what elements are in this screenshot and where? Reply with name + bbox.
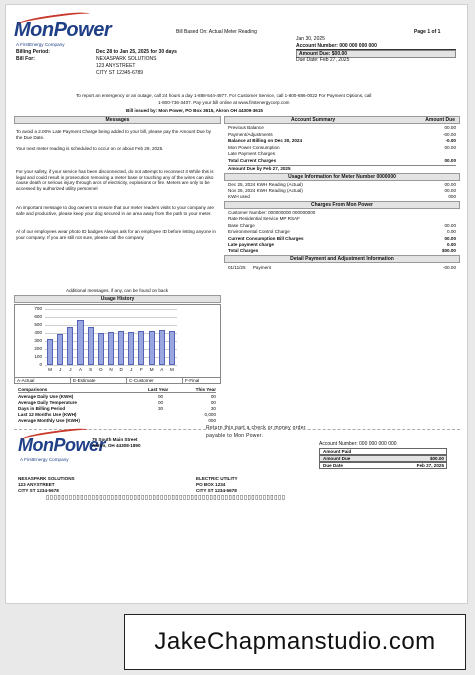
comparison-label: Days in Billing Period [18, 406, 66, 411]
amount-due-col: Amount Due [425, 117, 455, 123]
usage-legend [14, 377, 221, 384]
legend-item: A-Actual [17, 378, 71, 384]
charge-row [228, 229, 456, 234]
charge-row [228, 248, 456, 253]
x-tick-label: O [99, 367, 103, 372]
usage-row-value: 00.00 [444, 182, 456, 187]
stub-to-3: CITY ST 1234-5678 [196, 488, 237, 493]
due-date-header: Due Date: Feb 27, 2025 [296, 57, 350, 63]
chart-gridline [45, 317, 177, 318]
usage-row-label: Dec 25, 2024 KWH Reading (Actual) [228, 182, 303, 187]
summary-row-value: -00.00 [442, 131, 456, 137]
summary-row-label: Late Payment Charges [228, 151, 275, 157]
return-text-1: Return this part a check or money order [206, 425, 306, 431]
comparison-label: Last 12 Months Use (KWH) [18, 412, 77, 417]
charge-row-label: Base Charge [228, 222, 255, 228]
chart-gridline [45, 365, 177, 366]
usage-history-header: Usage History [14, 295, 221, 303]
summary-row [228, 138, 456, 143]
stub-account: Account Number: 000 000 000 000 [319, 441, 397, 447]
summary-row-label: Previous Balance [228, 125, 264, 130]
x-tick-label: S [89, 367, 93, 372]
charge-row-value: 0.00 [447, 242, 456, 247]
stub-from-3: CITY ST 1234-5678 [18, 488, 59, 493]
x-tick-label: M [149, 367, 154, 372]
usage-bar [88, 327, 94, 365]
bill-for-line-3: CITY ST 12345-6789 [96, 70, 144, 76]
summary-row [228, 125, 456, 130]
usage-bar [47, 339, 53, 365]
stub-row [319, 462, 447, 469]
charge-row-label: Environmental Control Charge [228, 229, 290, 235]
summary-row [228, 132, 456, 137]
bill-date: Jan 30, 2025 [296, 36, 325, 42]
usage-row [228, 188, 456, 193]
comparison-row [18, 394, 216, 399]
charge-row-label: Rate Residential Service MP RSAF [228, 216, 300, 222]
detail-label: Payment [252, 265, 271, 270]
x-tick-label: A [160, 367, 164, 372]
stub-row-label: Amount Due [323, 456, 351, 461]
billing-period-label: Billing Period: [16, 49, 50, 55]
summary-row-value: 00.00 [444, 125, 456, 130]
amount-due-header: Amount Due: $00.00 [296, 50, 456, 58]
summary-row-label: Total Current Charges [228, 158, 277, 163]
usage-bar [77, 320, 83, 365]
stub-from-2: 123 ANYSTREET [18, 482, 55, 487]
chart-gridline [45, 309, 177, 310]
usage-bar [108, 332, 114, 365]
comparison-row [18, 412, 216, 417]
summary-row [228, 145, 456, 150]
stub-row-value: Feb 27, 2025 [416, 463, 444, 468]
page-number: Page 1 of 1 [414, 29, 441, 35]
additional-messages: Additional messages, if any, can be found on back [66, 288, 169, 293]
stub-row [319, 448, 447, 455]
usage-bar [67, 327, 73, 365]
summary-row-value: -0.00 [445, 138, 456, 144]
x-tick-label: A [78, 367, 83, 372]
usage-bar [169, 331, 175, 365]
summary-row-value: 00.00 [444, 158, 456, 163]
usage-row [228, 182, 456, 187]
stub-row-label: Due Date [323, 463, 343, 468]
account-number: Account Number: 000 000 000 000 [296, 43, 456, 50]
messages-header: Messages [14, 116, 221, 124]
x-tick-label: J [130, 367, 133, 372]
charge-row [228, 210, 456, 215]
charges-header: Charges From Mon Power [224, 201, 460, 209]
account-summary-header [224, 116, 460, 124]
y-tick-label: 200 [34, 346, 42, 351]
comparison-this: 000 [208, 418, 216, 423]
brand-tagline: A FirstEnergy Company [16, 42, 65, 47]
comparisons-col-this: This Year [195, 387, 216, 392]
x-tick-label: M [48, 367, 52, 372]
charge-row-value: 00.00 [444, 235, 456, 241]
monpower-logo: MonPower [14, 19, 111, 42]
charge-row-value: $00.00 [441, 248, 456, 254]
bill-for-line-1: NEXASPARK SOLUTIONS [96, 56, 157, 62]
comparison-label: Average Daily Use (KWH) [18, 394, 74, 399]
bill-for-label: Bill For: [16, 56, 35, 62]
stub-to-1: ELECTRIC UTILITY [196, 476, 238, 481]
summary-row-label: Amount Due by Feb 27, 2025 [228, 165, 291, 171]
comparison-this: 00 [210, 400, 216, 405]
x-tick-label: F [140, 367, 143, 372]
legend-item: E-Estimate [73, 378, 127, 384]
charge-row-label: Late payment charge [228, 242, 274, 247]
y-tick-label: 100 [34, 354, 42, 359]
y-tick-label: 300 [34, 338, 42, 343]
brand-tagline-stub: A FirstEnergy Company [20, 457, 69, 462]
summary-row-label: Balance at Billing on Dec 30, 2024 [228, 138, 303, 144]
usage-bar [149, 331, 155, 365]
comparison-row [18, 406, 216, 411]
account-summary-title: Account Summary [291, 117, 336, 123]
comparison-row [18, 400, 216, 405]
message-3: For your safety, if your service has been disconnected, do not attempt to reconnect it While this is legal and could result in prosecution removing a meter base or touching any of the wires can also cause death or serious injury through arcs of electricity, explosions or fire. Meters are only to be accessed by authorized utility personnel [16, 169, 214, 191]
usage-row-label: KWH used [228, 194, 250, 199]
message-2: Your next meter reading is scheduled to occur on or about Feb 29, 2025. [16, 146, 164, 151]
summary-row-label: Mon Power Consumption [228, 144, 280, 150]
bill-based-on: Bill Based On: Actual Meter Reading [176, 29, 257, 35]
usage-row-value: 000 [448, 194, 456, 199]
stub-address-1: 76 South Main Street [92, 437, 138, 442]
charge-row [228, 242, 456, 247]
detail-row [228, 265, 456, 270]
message-1: To avoid a 2.00% Late Payment Charge being added to your bill, please pay the Amount Due by the Due Date. [16, 129, 212, 140]
detail-value: -00.00 [442, 265, 456, 270]
comparison-row [18, 418, 216, 423]
return-text-2: payable to Mon Power. [206, 433, 264, 439]
bill-for-line-2: 123 ANYSTREET [96, 63, 136, 69]
barcode-row: ▯▯▯▯▯▯▯▯▯▯▯▯▯▯▯▯▯▯▯▯▯▯▯▯▯▯▯▯▯▯▯▯▯▯▯▯▯▯▯▯▯▯▯▯▯▯▯▯▯▯▯▯▯▯▯▯▯▯▯▯▯▯▯ [46, 495, 286, 501]
usage-bar [98, 333, 104, 365]
y-tick-label: 600 [34, 314, 42, 319]
y-tick-label: 400 [34, 330, 42, 335]
billing-period-value: Dec 28 to Jan 25, 2025 for 30 days [96, 49, 177, 55]
emergency-notice: To report an emergency or an outage, call 24 hours a day 1-888-544-4877. For Customer Service, call 1-800-686-0022 For Payment Options, call [76, 93, 372, 98]
comparisons-header [18, 387, 216, 393]
usage-bar [128, 332, 134, 365]
summary-row-value: 00.00 [444, 144, 456, 150]
message-4: An important message to dog owners to ensure that our meter readers visits to your company are safe and productive, please keep your dog secured in an area away from the path to your meter. [16, 205, 214, 216]
chart-plot-area [34, 306, 177, 372]
comparison-last: 00 [158, 394, 164, 399]
charge-row [228, 223, 456, 228]
monpower-logo-stub: MonPower [18, 435, 105, 456]
stub-address-2: Akron, OH 44308-1890 [92, 443, 141, 448]
y-tick-label: 500 [34, 322, 42, 327]
payment-notice: 1-800-736-3407. Pay your bill online at www.firstenergycorp.com [158, 100, 290, 105]
x-tick-label: D [119, 367, 123, 372]
legend-item: F-Final [185, 378, 200, 383]
usage-row-label: Nov 26, 2024 KWH Reading (Actual) [228, 188, 303, 193]
usage-bar [159, 330, 165, 365]
comparison-this: 0,000 [204, 412, 216, 417]
watermark: JakeChapmanstudio.com [124, 614, 466, 670]
x-tick-label: M [170, 367, 174, 372]
usage-info-header: Usage Information for Meter Number 0000000 [224, 173, 460, 181]
usage-history-chart [14, 304, 221, 378]
y-tick-label: 700 [34, 306, 42, 311]
issued-by: Bill issued by: Mon Power, PO Box 3615, Akron OH 44309-3615 [126, 108, 263, 113]
summary-row [228, 165, 456, 171]
message-5: Al of our employees wear photo ID badges Always ask for an employee ID before letting anyone in your company. If you are still not sure, please call the company [16, 229, 216, 240]
charge-row [228, 236, 456, 241]
charge-row-value: 00.00 [444, 222, 456, 228]
comparisons-col-last: Last Year [148, 387, 169, 392]
summary-row [228, 151, 456, 156]
comparison-last: 30 [158, 406, 164, 411]
x-tick-label: N [109, 367, 113, 372]
y-tick-label: 0 [39, 362, 42, 367]
charge-row-label: Total Charges [228, 248, 259, 254]
usage-row-value: 00.00 [444, 188, 456, 193]
usage-row [228, 194, 456, 199]
summary-row-label: Payment/Adjustments [228, 131, 273, 137]
charge-row-label: Customer Number: 000000000 000000000 [228, 210, 316, 215]
stub-to-2: PO BOX 1234 [196, 482, 226, 487]
usage-bar [138, 331, 144, 365]
x-tick-label: J [69, 367, 72, 372]
stub-from-1: NEXASPARK SOLUTIONS [18, 476, 75, 481]
summary-row [228, 158, 456, 163]
stub-row [319, 455, 447, 462]
comparison-this: 00 [210, 394, 216, 399]
x-tick-label: J [59, 367, 62, 372]
detail-date: 01/11/25 [228, 265, 246, 270]
charge-row-value: 0.00 [447, 229, 456, 235]
comparisons-col-label: Comparisons [18, 387, 48, 392]
stub-row-value: $00.00 [429, 456, 444, 461]
charge-row-label: Current Consumption Bill Charges [228, 235, 304, 241]
comparison-label: Average Monthly Use (KWH) [18, 418, 80, 423]
usage-bar [57, 334, 63, 365]
stub-row-label: Amount Paid [323, 449, 352, 454]
detail-header: Detail Payment and Adjustment Information [224, 255, 460, 263]
comparison-this: 30 [210, 406, 216, 411]
usage-bar [118, 331, 124, 365]
legend-item: C-Customer [129, 378, 183, 384]
charge-row [228, 216, 456, 221]
chart-gridline [45, 325, 177, 326]
bill-page [5, 4, 468, 604]
comparison-last: 00 [158, 400, 164, 405]
comparison-label: Average Daily Temperature [18, 400, 77, 405]
